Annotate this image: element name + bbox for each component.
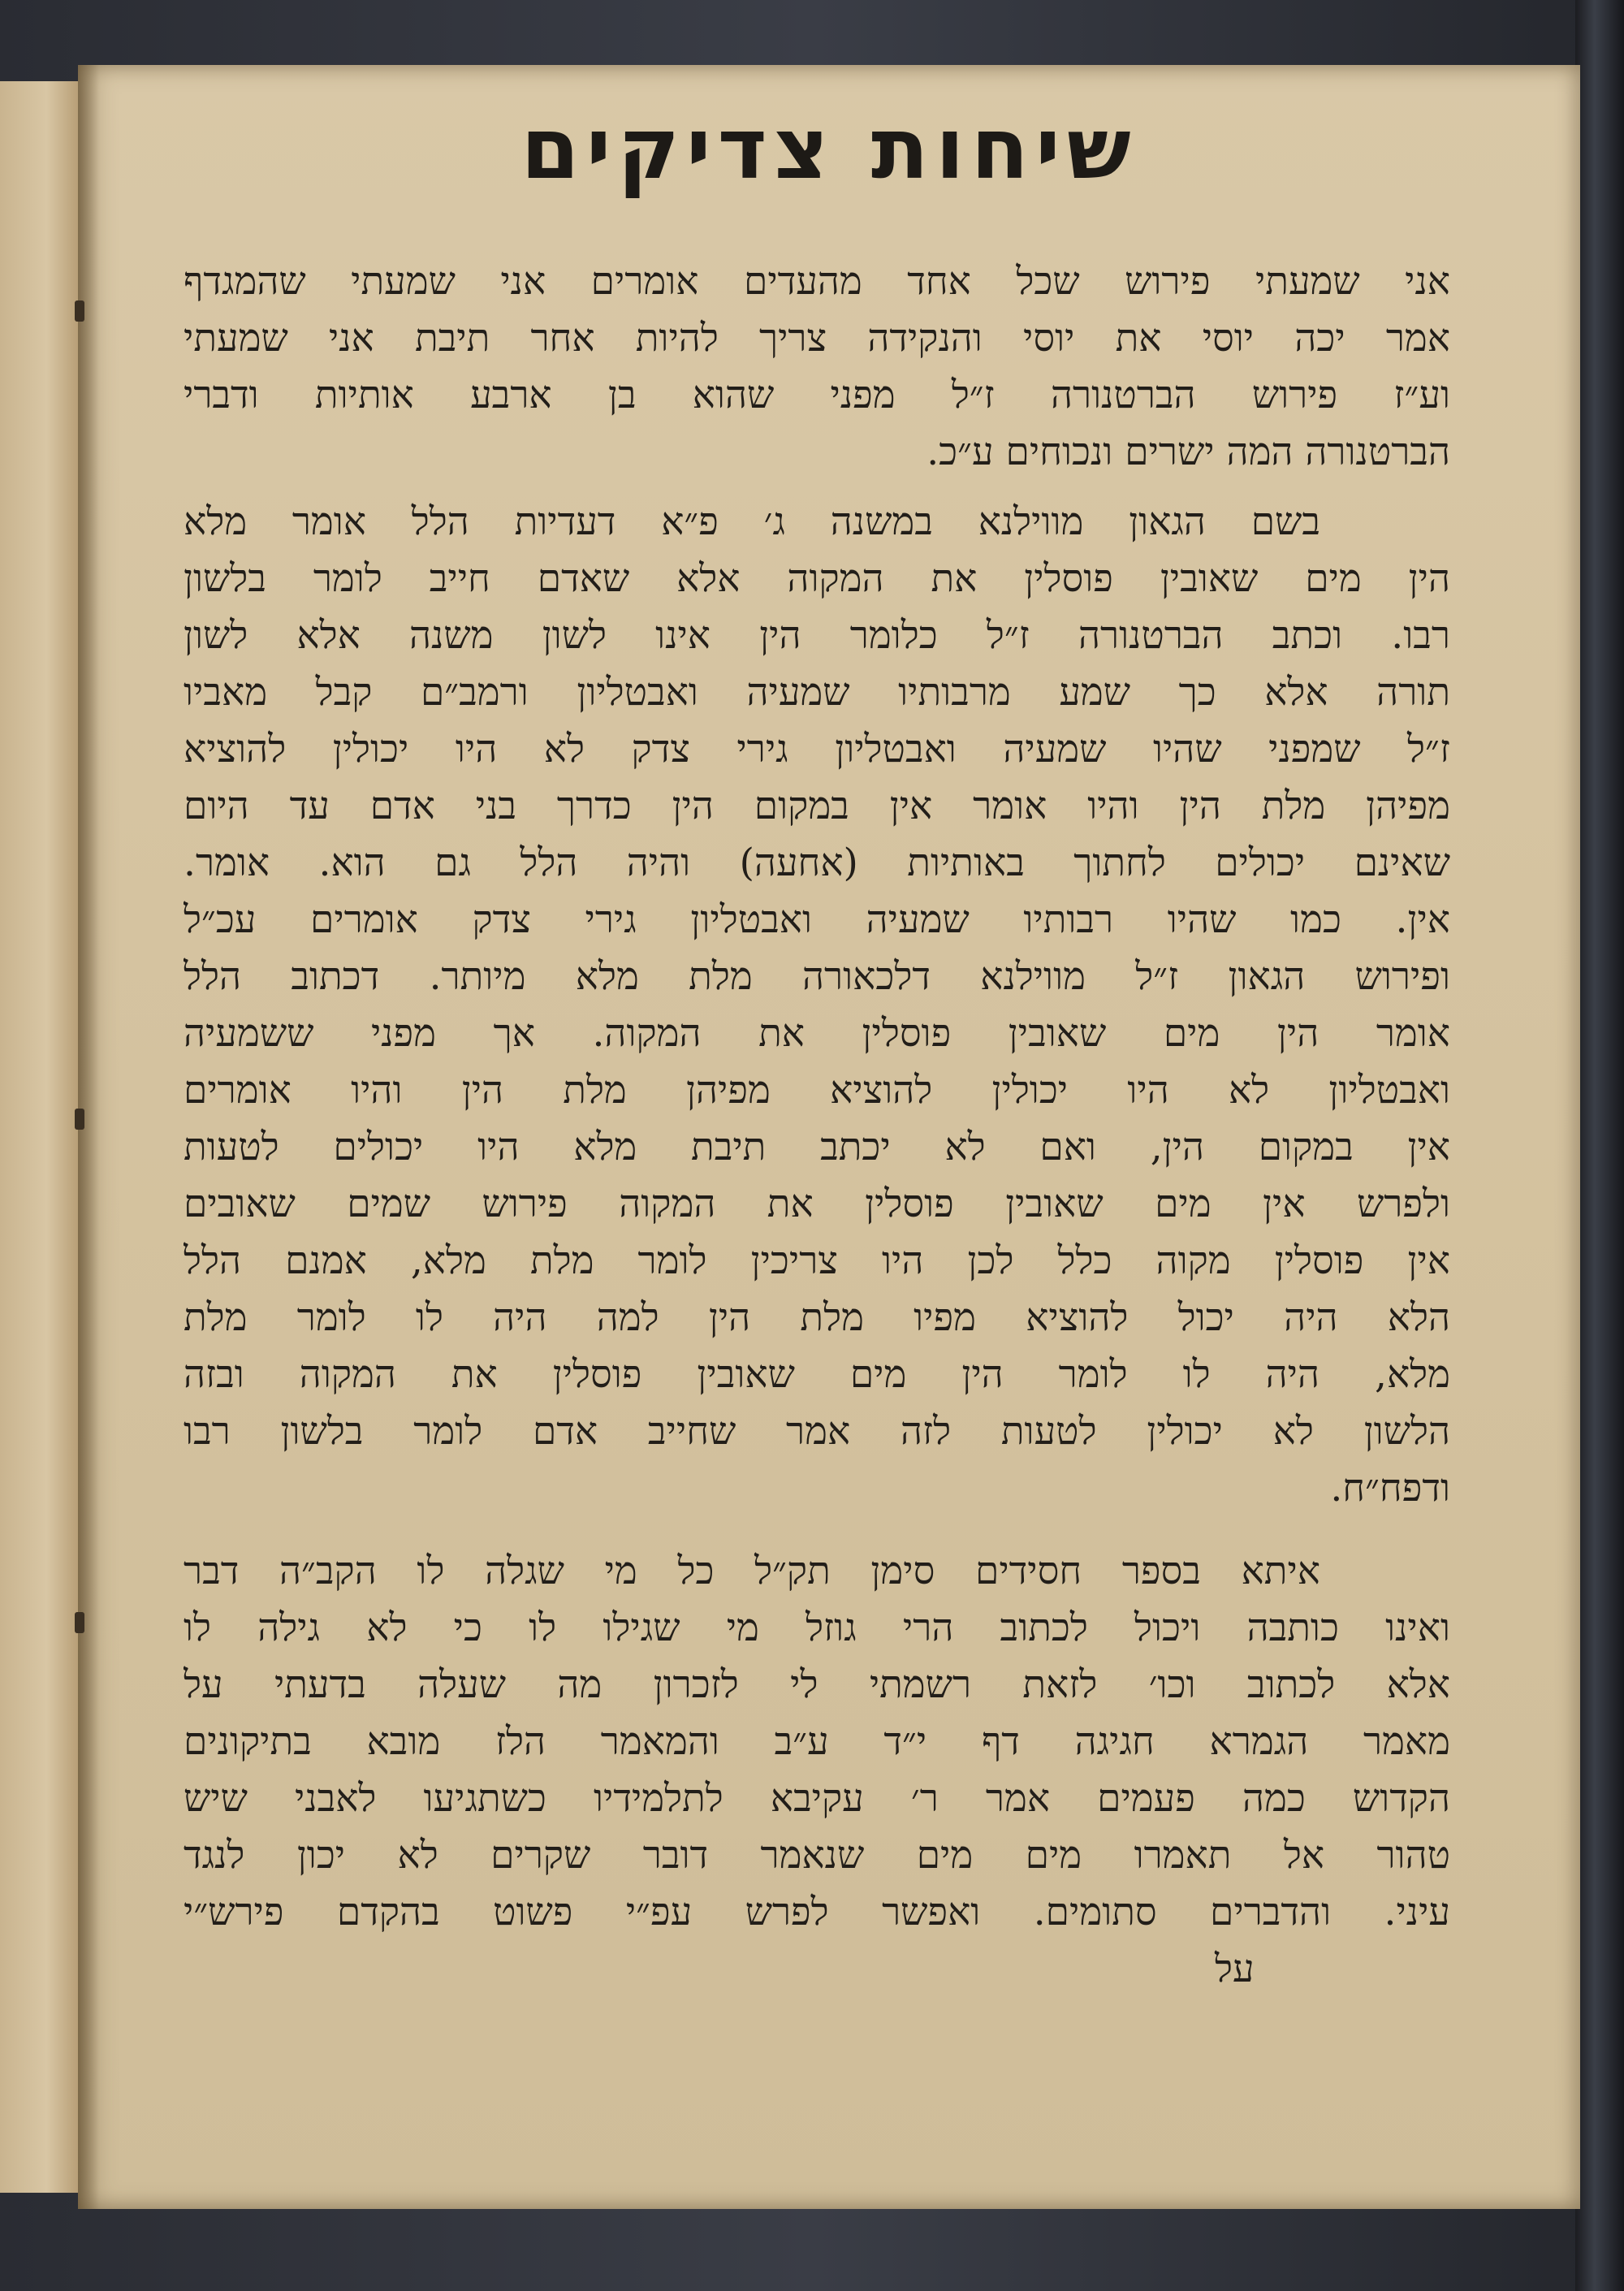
binding-stitch xyxy=(75,300,84,322)
binding-stitch xyxy=(75,1109,84,1130)
text-line: אין. כמו שהיו רבותיו שמעיה ואבטליון גירי צדק אומרים עכ״ל xyxy=(184,897,1450,942)
text-line: ולפרש אין מים שאובין פוסלין את המקוה פירוש שמים שאובים xyxy=(184,1182,1450,1226)
text-line: תורה אלא כך שמע מרבותיו שמעיה ואבטליון ורמב״ם קבל מאביו xyxy=(184,670,1450,715)
text-line: איתא בספר חסידים סימן תק״ל כל מי שגלה לו הקב״ה דבר xyxy=(184,1549,1320,1593)
paragraph-2 xyxy=(184,494,1450,1517)
text-line: שאינם יכולים לחתוך באותיות (אחעה) והיה הלל גם הוא. אומר. xyxy=(184,841,1450,885)
text-line: ואבטליון לא היו יכולין להוציא מפיהן מלת הין והיו אומרים xyxy=(184,1068,1450,1113)
page-title: שיחות צדיקים xyxy=(520,99,1138,198)
text-line: אין פוסלין מקוה כלל לכן היו צריכין לומר מלת מלא, אמנם הלל xyxy=(184,1238,1450,1283)
book-page xyxy=(78,65,1580,2209)
text-line: ודפח״ח. xyxy=(1330,1466,1450,1511)
text-line: טהור אל תאמרו מים מים שנאמר דובר שקרים לא יכון לנגד xyxy=(184,1833,1450,1878)
text-line: ופירוש הגאון ז״ל מווילנא דלכאורה מלת מלא מיותר. דכתוב הלל xyxy=(184,954,1450,999)
text-line: ואינו כותבה ויכול לכתוב הרי גוזל מי שגילו לו כי לא גילה לו xyxy=(184,1606,1450,1650)
text-line: וע״ז פירוש הברטנורה ז״ל מפני שהוא בן ארבע אותיות ודברי xyxy=(184,373,1450,417)
text-line: אמר יכה יוסי את יוסי והנקידה צריך להיות אחר תיבת אני שמעתי xyxy=(184,316,1450,361)
text-line: בשם הגאון מווילנא במשנה ג׳ פ״א דעדיות הלל אומר מלא xyxy=(184,499,1320,544)
text-line: הלא היה יכול להוציא מפיו מלת הין למה היה לו לומר מלת xyxy=(184,1295,1450,1340)
text-line: אומר הין מים שאובין פוסלין את המקוה. אך מפני ששמעיה xyxy=(184,1011,1450,1056)
paragraph-1 xyxy=(184,253,1450,481)
text-line: הלשון לא יכולין לטעות לזה אמר שחייב אדם לומר בלשון רבו xyxy=(184,1409,1450,1454)
text-line: הין מים שאובין פוסלין את המקוה אלא שאדם חייב לומר בלשון xyxy=(184,556,1450,601)
text-line: אין במקום הין, ואם לא יכתב תיבת מלא היו יכולים לטעות xyxy=(184,1125,1450,1169)
binding-stitch xyxy=(75,1612,84,1633)
paragraph-3 xyxy=(184,1543,1450,1998)
text-line: ז״ל שמפני שהיו שמעיה ואבטליון גירי צדק לא היו יכולין להוציא xyxy=(184,727,1450,772)
text-line: אלא לכתוב וכו׳ לזאת רשמתי לי לזכרון מה שעלה בדעתי על xyxy=(184,1662,1450,1707)
text-line: מלא, היה לו לומר הין מים שאובין פוסלין את המקוה ובזה xyxy=(184,1352,1450,1397)
text-line: הקדוש כמה פעמים אמר ר׳ עקיבא לתלמידיו כשתגיעו לאבני שיש xyxy=(184,1776,1450,1821)
text-line: הברטנורה המה ישרים ונכוחים ע״כ. xyxy=(926,430,1450,474)
text-line: מאמר הגמרא חגיגה דף י״ד ע״ב והמאמר הלז מובא בתיקונים xyxy=(184,1719,1450,1764)
text-line: רבו. וכתב הברטנורה ז״ל כלומר הין אינו לשון משנה אלא לשון xyxy=(184,613,1450,658)
book-spine-edge xyxy=(1575,0,1624,2291)
catchword: על xyxy=(1215,1947,1255,1991)
left-page-edge xyxy=(0,81,80,2193)
text-line: מפיהן מלת הין והיו אומר אין במקום הין כדרך בני אדם עד היום xyxy=(184,784,1450,828)
text-line: אני שמעתי פירוש שכל אחד מהעדים אומרים אני שמעתי שהמגדף xyxy=(184,259,1450,304)
text-line: עיני. והדברים סתומים. ואפשר לפרש עפ״י פשוט בהקדם פירש״י xyxy=(184,1890,1450,1934)
